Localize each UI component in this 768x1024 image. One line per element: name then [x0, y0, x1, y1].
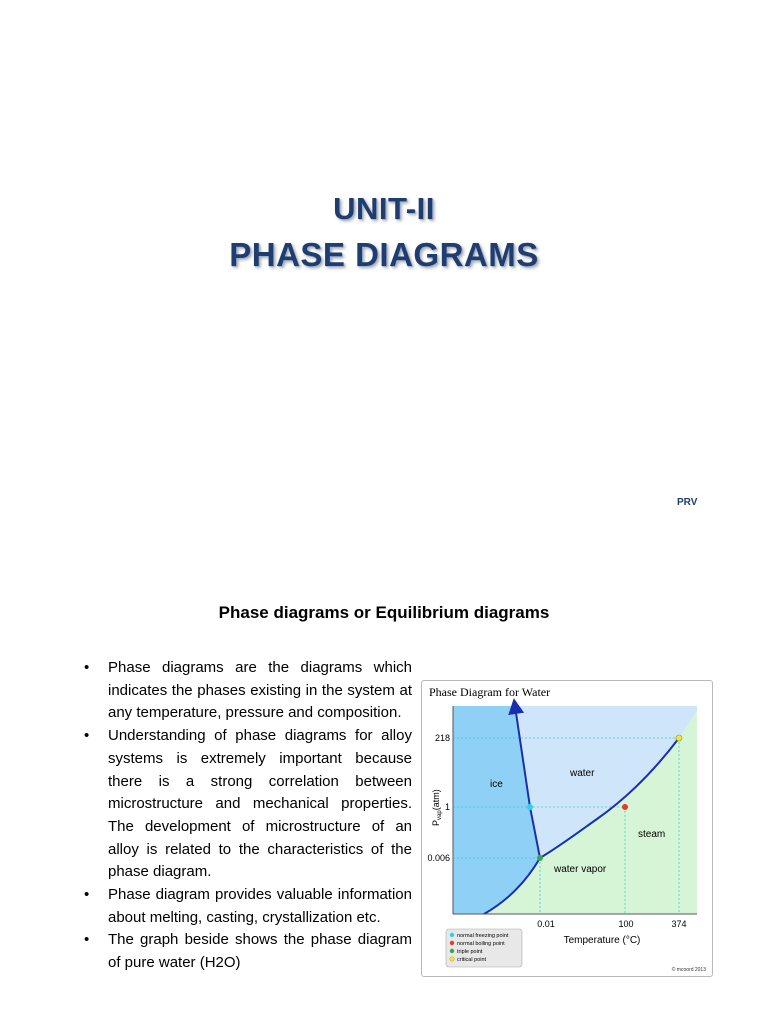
x-axis-label: Temperature (°C)	[563, 935, 641, 946]
section-heading: Phase diagrams or Equilibrium diagrams	[218, 603, 550, 622]
bullet-item: • Phase diagrams are the diagrams which indicates the phases existing in the system at any temperature, pressure and composition.	[84, 659, 412, 722]
legend-label: normal freezing point	[457, 933, 509, 939]
freezing-point-marker	[527, 804, 533, 810]
unit-title: UNIT-II	[333, 191, 435, 226]
region-label-water: water	[570, 768, 595, 779]
bullet-icon: •	[84, 659, 90, 676]
x-tick-label: 100	[618, 919, 634, 929]
bullet-icon: •	[84, 886, 90, 904]
bullet-item: • The graph beside shows the phase diagram of pure water (H2O)	[84, 931, 412, 972]
x-tick-label: 0.01	[537, 919, 555, 929]
svg-text:Pvap(atm): $P_{vap}(atm)$	[431, 789, 443, 826]
region-label-vapor: water vapor	[554, 864, 607, 875]
bullet-icon: •	[84, 931, 90, 949]
legend	[446, 929, 522, 967]
y-tick-label: 1	[444, 802, 450, 812]
triple-point-marker	[537, 855, 543, 861]
region-label-steam: steam	[638, 829, 666, 840]
slide-title: PHASE DIAGRAMS	[229, 236, 539, 273]
phase-diagram-svg	[422, 681, 712, 976]
boiling-point-marker	[622, 804, 628, 810]
author-initials: PRV	[677, 497, 698, 508]
critical-point-marker	[676, 735, 682, 741]
bullet-item: • Understanding of phase diagrams for alloy systems is extremely important because there is a strong correlation between microstructure and mechanical properties. The development of microstructure of an alloy is related to the characteristics of the phase diagram.	[84, 727, 412, 881]
bullet-item: • Phase diagram provides valuable information about melting, casting, crystallization etc.	[84, 886, 412, 926]
y-tick-label: 0.006	[427, 853, 450, 863]
diagram-title: Phase Diagram for Water	[429, 685, 551, 699]
y-tick-label: 218	[434, 733, 450, 743]
legend-label: triple point	[457, 949, 483, 955]
region-label-ice: ice	[490, 779, 503, 790]
phase-diagram-figure	[421, 680, 713, 977]
bullet-list	[80, 657, 412, 975]
x-tick-label: 374	[671, 919, 687, 929]
legend-label: normal boiling point	[457, 941, 505, 947]
legend-label: critical point	[457, 957, 487, 963]
credit-text: © mcoord 2013	[671, 967, 706, 973]
y-axis-label	[431, 789, 443, 826]
bullet-icon: •	[84, 727, 90, 745]
